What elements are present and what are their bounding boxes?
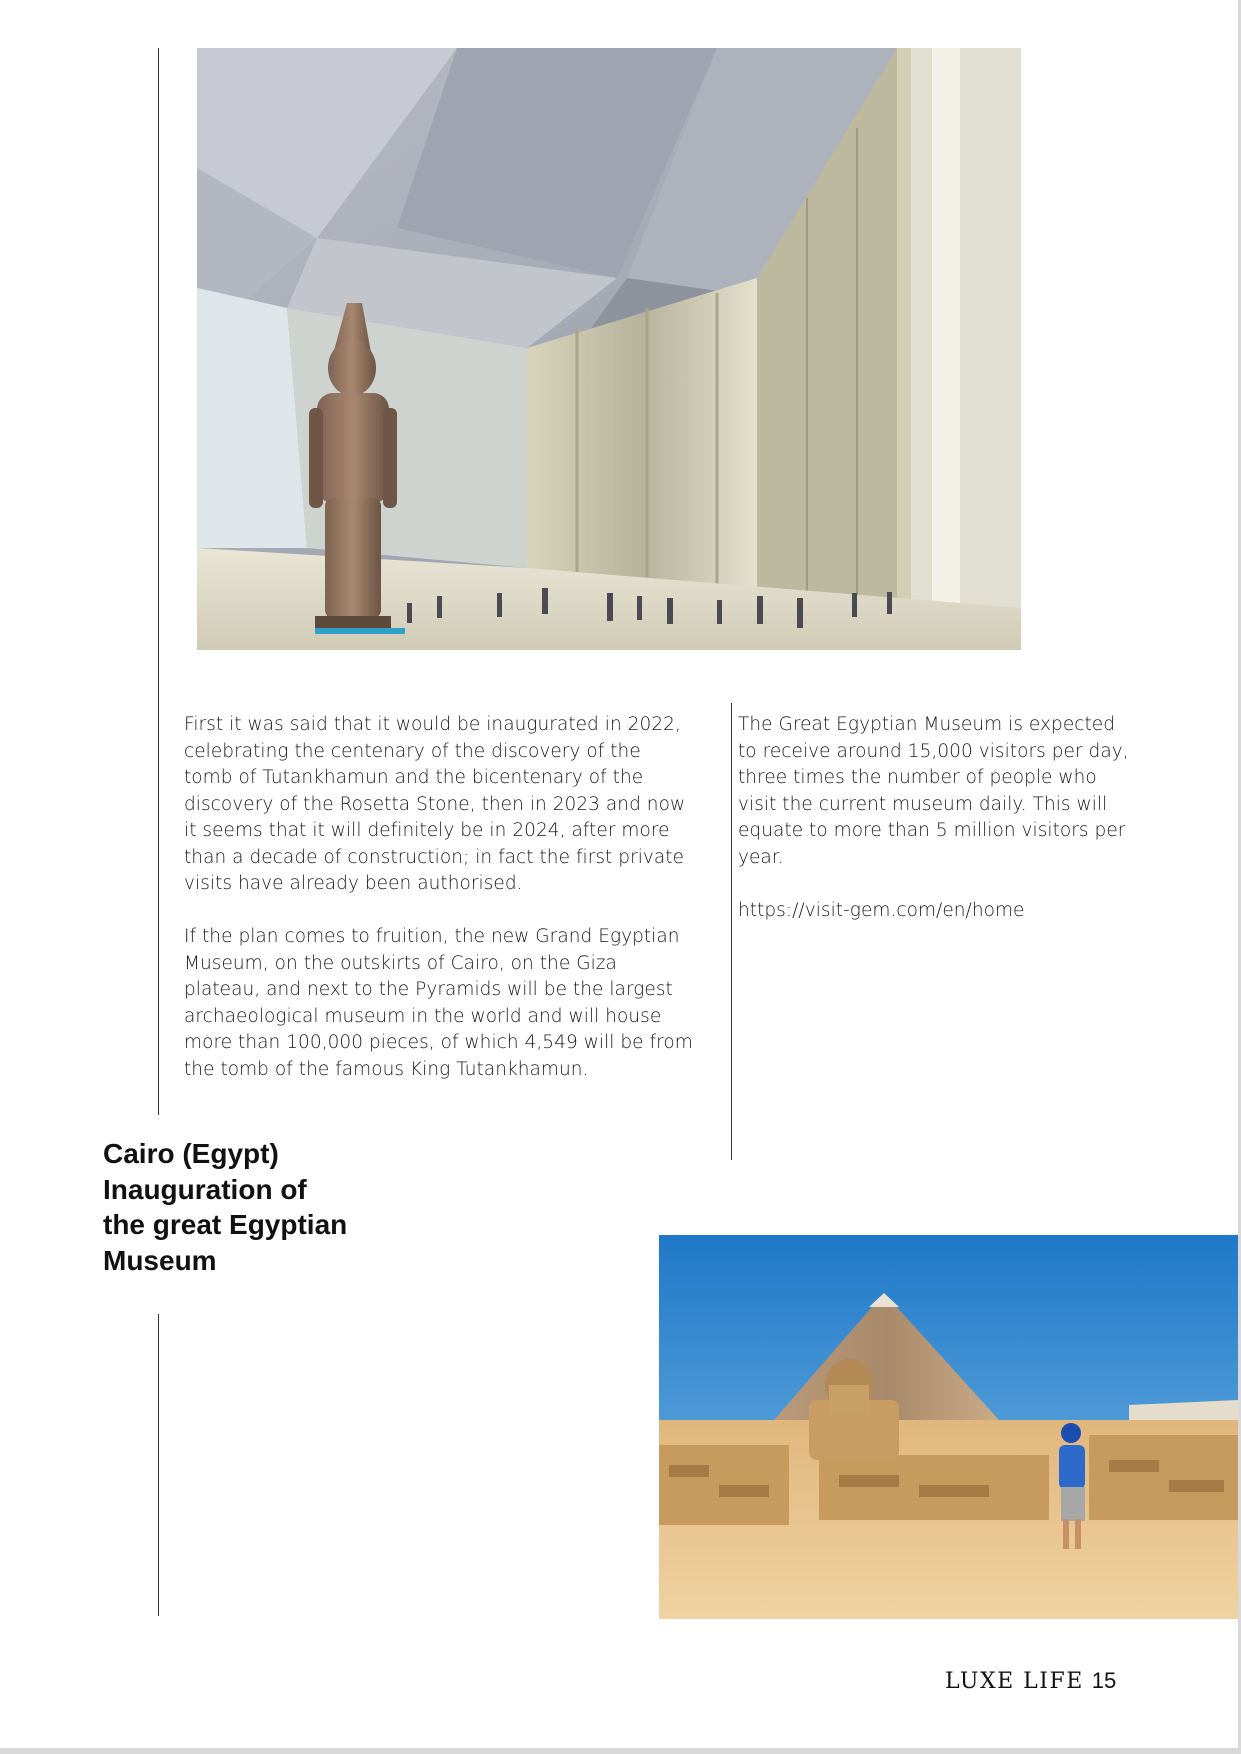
page-number: 15 <box>1091 1668 1117 1693</box>
page-footer <box>945 1668 1116 1694</box>
left-rule-bottom <box>158 1314 159 1616</box>
left-paragraph-2: If the plan comes to fruition, the new Grand Egyptian Museum, on the outskirts of Cairo, on the Giza plateau, and next to the Pyramids will be the largest archaeological museum in the world and will house more than 100,000 pieces, of which 4,549 will be from the tomb of the famous King Tutankhamun. <box>184 926 693 1080</box>
heading-line-4: Museum <box>103 1244 217 1276</box>
right-paragraph-1: The Great Egyptian Museum is expected to receive around 15,000 visitors per day, three times the number of people who visit the current museum daily. This will equate to more than 5 million visitors per year. <box>738 714 1129 868</box>
museum-interior-photo <box>197 48 1021 650</box>
pyramid-sphinx-photo <box>659 1235 1238 1619</box>
left-rule-top <box>158 48 159 1115</box>
article-left-column <box>184 712 694 1110</box>
website-link[interactable]: https://visit-gem.com/en/home <box>738 899 1025 921</box>
heading-line-3: the great Egyptian <box>103 1209 348 1240</box>
center-rule <box>731 703 732 1160</box>
heading-line-1: Cairo (Egypt) <box>103 1138 279 1169</box>
heading-line-2: Inauguration of <box>103 1173 307 1205</box>
article-right-column <box>738 712 1138 951</box>
magazine-name: LUXE LIFE <box>945 1669 1084 1694</box>
article-heading <box>103 1136 393 1278</box>
left-paragraph-1: First it was said that it would be inaugurated in 2022, celebrating the centenary of the discovery of the tomb of Tutankhamun and the bicentenary of the discovery of the Rosetta Stone, then in 2023 and now it seems that it will definitely be in 2024, after more than a decade of construction; in fact the first private visits have already been authorised. <box>184 714 686 894</box>
